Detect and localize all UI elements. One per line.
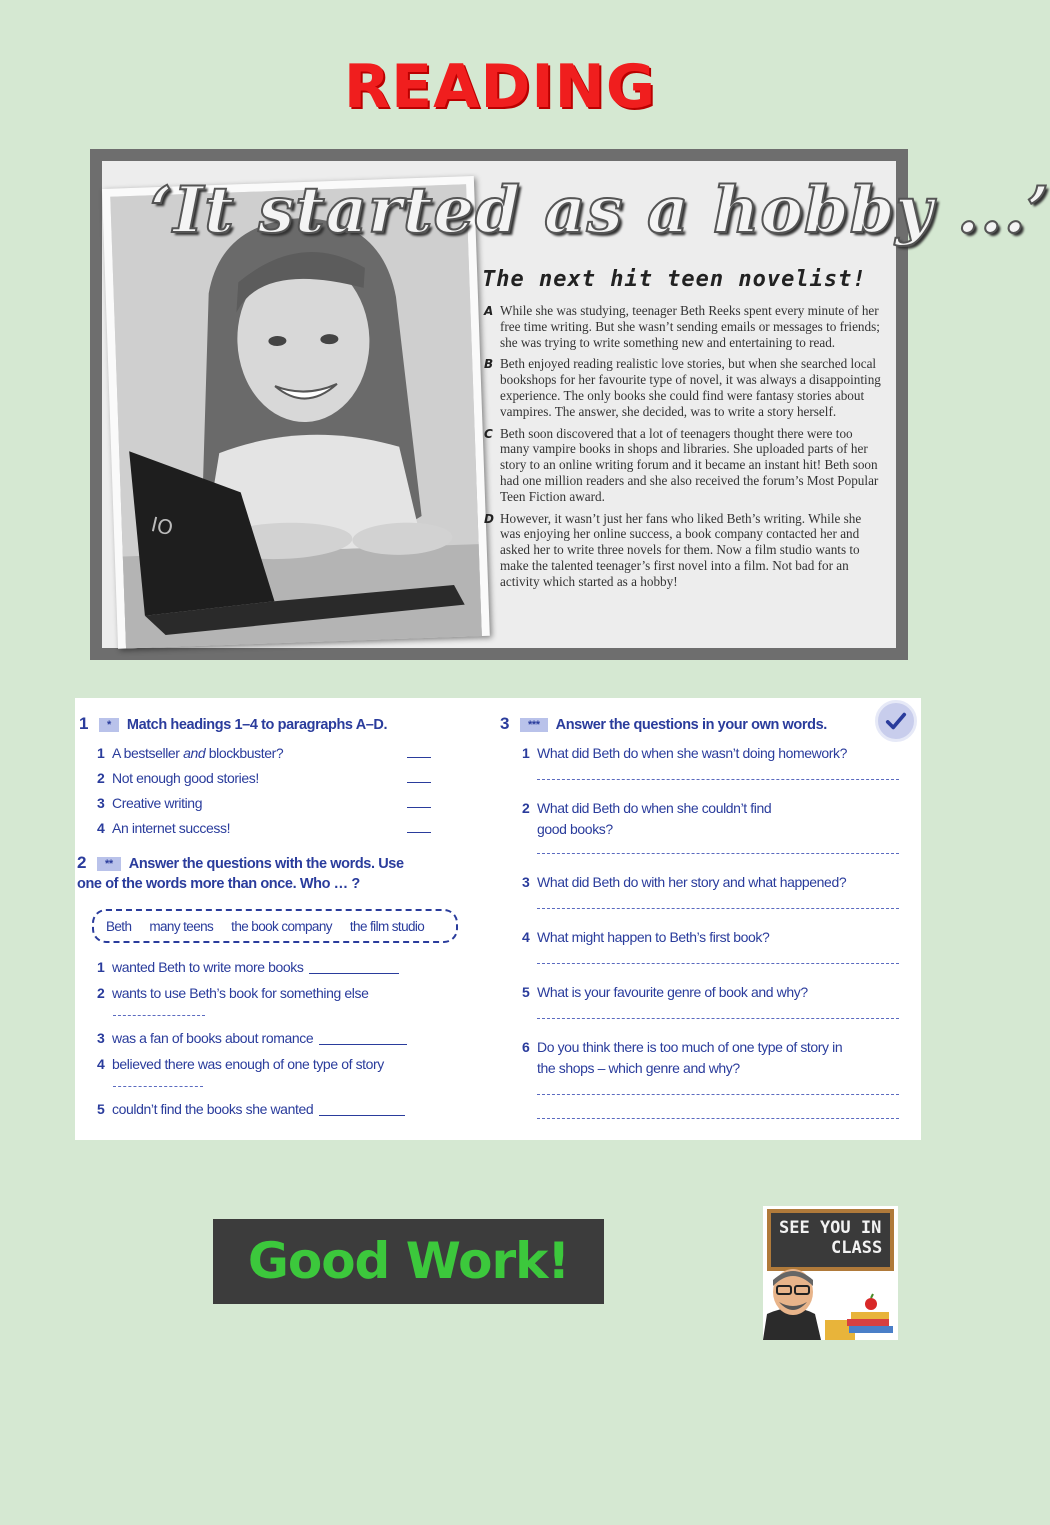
girl-with-laptop-illustration xyxy=(110,184,482,648)
paragraph-letter: C xyxy=(484,426,493,441)
paragraph-text: While she was studying, teenager Beth Reeks spent every minute of her free time writing. But she wasn’t sending emails or messages to friends; she was trying to write something new and entertaining to read. xyxy=(500,303,880,350)
item-number: 2 xyxy=(97,985,105,1001)
exercise-instruction: one of the words more than once. Who … ? xyxy=(77,876,360,892)
see-you-in-class-sticker xyxy=(763,1206,898,1340)
exercises-left-column xyxy=(75,714,475,1117)
paragraph-text: Beth soon discovered that a lot of teenagers thought there were too many vampire books in shops and libraries. She uploaded parts of her story to an online writing forum and it became an instant hit! Beth soon had one million readers and she also received the forum’s Most Popular Teen Fiction award. xyxy=(500,425,879,504)
exercise-instruction: Answer the questions in your own words. xyxy=(555,717,827,733)
word-box xyxy=(92,909,458,943)
answer-blank[interactable] xyxy=(319,1044,407,1045)
item-number: 2 xyxy=(522,800,530,816)
exercises-right-column xyxy=(500,714,910,1119)
article-paragraphs xyxy=(484,303,884,596)
exercise-2-item xyxy=(97,957,477,978)
difficulty-stars: ** xyxy=(97,857,121,871)
item-number: 1 xyxy=(522,745,530,761)
exercise-number: 2 xyxy=(77,853,87,872)
exercise-number: 1 xyxy=(79,714,89,733)
exercise-1-item xyxy=(97,793,475,814)
answer-blank-row xyxy=(97,1075,477,1095)
exercise-2-item xyxy=(97,1054,477,1075)
exercise-2-item xyxy=(97,1099,477,1120)
teacher-avatar-illustration xyxy=(763,1206,898,1340)
item-text-emphasis: and xyxy=(183,745,206,761)
check-icon xyxy=(885,710,907,732)
item-number: 4 xyxy=(522,929,530,945)
difficulty-stars: *** xyxy=(520,718,548,732)
exercise-3-item xyxy=(522,798,910,840)
item-text: Not enough good stories! xyxy=(112,770,259,786)
item-text: A bestseller xyxy=(112,745,184,761)
item-text: was a fan of books about romance xyxy=(112,1030,314,1046)
answer-blank[interactable] xyxy=(407,782,431,783)
good-work-banner: Good Work! xyxy=(213,1219,604,1304)
answer-blank[interactable] xyxy=(113,1085,203,1087)
answer-line[interactable] xyxy=(537,1117,899,1119)
item-number: 5 xyxy=(522,984,530,1000)
item-number: 3 xyxy=(97,795,105,811)
word-option: Beth xyxy=(106,918,132,934)
item-text: the shops – which genre and why? xyxy=(537,1060,740,1076)
item-text: What did Beth do when she wasn’t doing homework? xyxy=(537,745,847,761)
paragraph-letter: D xyxy=(484,511,494,526)
exercise-1-item xyxy=(97,743,475,764)
paragraph-letter: A xyxy=(484,304,494,318)
photo-image xyxy=(110,184,482,648)
exercise-2-heading xyxy=(75,853,475,894)
laptop-brand-text: IO xyxy=(148,512,176,541)
answer-line[interactable] xyxy=(537,1093,899,1095)
exercise-3-item xyxy=(522,872,910,893)
exercise-3-heading xyxy=(500,714,910,735)
article-panel xyxy=(90,149,1050,660)
paragraph-text: Beth enjoyed reading realistic love stories, but when she searched local bookshops for her favourite type of novel, it was always a disappointing experience. The only books she could find were fantasy stories about vampires. The answer, she decided, was to write a story herself. xyxy=(500,356,881,419)
answer-blank[interactable] xyxy=(407,757,431,758)
answer-blank[interactable] xyxy=(407,832,431,833)
item-number: 1 xyxy=(97,745,105,761)
word-option: the book company xyxy=(231,918,332,934)
article-subtitle: The next hit teen novelist! xyxy=(482,267,867,292)
word-option: many teens xyxy=(149,918,214,934)
item-text: An internet success! xyxy=(112,820,231,836)
item-number: 4 xyxy=(97,1056,105,1072)
exercise-1-heading xyxy=(75,714,475,735)
check-button[interactable] xyxy=(875,700,917,742)
paragraph-a xyxy=(484,303,884,350)
chalkboard-line: CLASS xyxy=(831,1238,883,1258)
item-text: wanted Beth to write more books xyxy=(112,959,304,975)
page-title: READING xyxy=(343,52,657,122)
exercise-1-item xyxy=(97,768,475,789)
word-option: the film studio xyxy=(349,918,425,934)
difficulty-stars: * xyxy=(99,718,119,732)
article-content xyxy=(102,161,1050,648)
item-number: 6 xyxy=(522,1039,530,1055)
article-headline: ‘It started as a hobby ...’ xyxy=(150,173,1050,248)
answer-blank[interactable] xyxy=(319,1115,405,1116)
item-text: What might happen to Beth’s first book? xyxy=(537,929,770,945)
paragraph-text: However, it wasn’t just her fans who liked Beth’s writing. While she was enjoying her online success, a book company contacted her and asked her to write three novels for them. Now a film studio wants to make the talented teenager’s first novel into a film. Not bad for an activity which started as a hobby! xyxy=(500,510,862,589)
exercise-3-item xyxy=(522,982,910,1003)
item-text: couldn’t find the books she wanted xyxy=(112,1101,314,1117)
paragraph-letter: B xyxy=(484,357,494,372)
answer-line[interactable] xyxy=(537,962,899,964)
item-text: believed there was enough of one type of story xyxy=(112,1056,384,1072)
item-text: Do you think there is too much of one type of story in xyxy=(537,1039,843,1055)
item-text: What did Beth do when she couldn’t find xyxy=(537,800,772,816)
item-number: 3 xyxy=(522,874,530,890)
paragraph-c xyxy=(484,426,884,505)
answer-line[interactable] xyxy=(537,907,899,909)
paragraph-d xyxy=(484,511,884,590)
exercise-3-item xyxy=(522,927,910,948)
answer-line[interactable] xyxy=(537,778,899,780)
item-text: wants to use Beth’s book for something else xyxy=(112,985,369,1001)
exercise-1-item xyxy=(97,818,475,839)
answer-blank[interactable] xyxy=(309,973,399,974)
item-text: Creative writing xyxy=(112,795,203,811)
answer-line[interactable] xyxy=(537,852,899,854)
chalkboard-line: SEE YOU IN xyxy=(779,1218,882,1238)
exercise-2-item xyxy=(97,983,477,1004)
answer-line[interactable] xyxy=(537,1017,899,1019)
item-number: 4 xyxy=(97,820,105,836)
item-text: What is your favourite genre of book and why? xyxy=(537,984,808,1000)
exercise-3-item xyxy=(522,1037,910,1079)
answer-blank-row xyxy=(97,1004,477,1024)
exercise-number: 3 xyxy=(500,714,510,733)
exercise-3-item xyxy=(522,743,910,764)
item-number: 1 xyxy=(97,959,105,975)
answer-blank[interactable] xyxy=(113,1014,205,1016)
exercise-instruction: Answer the questions with the words. Use xyxy=(128,856,404,872)
item-text: What did Beth do with her story and what happened? xyxy=(537,874,847,890)
item-number: 2 xyxy=(97,770,105,786)
answer-blank[interactable] xyxy=(407,807,431,808)
item-text: good books? xyxy=(537,821,613,837)
exercise-2-item xyxy=(97,1028,477,1049)
exercises-panel xyxy=(75,698,921,1140)
item-text: blockbuster? xyxy=(205,745,284,761)
paragraph-b xyxy=(484,356,884,419)
exercise-instruction: Match headings 1–4 to paragraphs A–D. xyxy=(126,717,388,733)
item-number: 3 xyxy=(97,1030,105,1046)
item-number: 5 xyxy=(97,1101,105,1117)
